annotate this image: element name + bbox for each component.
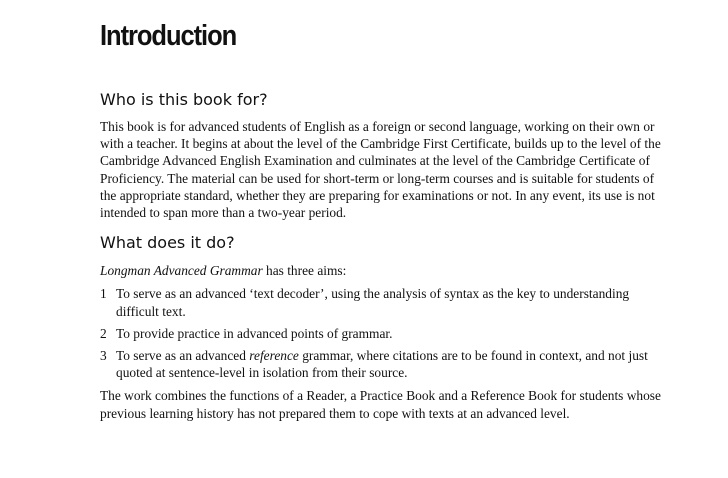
aim-number: 2 [100,325,107,341]
aim-text-rest: grammar, where citations are to be found in context, and not just quoted at sentence-level in isolation from their source. [116,348,648,381]
aim-number: 1 [100,286,107,302]
aim-item [100,285,670,319]
section-heading-what: What does it do? [100,233,235,253]
aim-item [100,325,670,342]
aim-text: To serve as an advanced [116,348,250,364]
aims-list [100,285,670,381]
paragraph-combines: The work combines the functions of a Reader, a Practice Book and a Reference Book for students whose previous learning history has not prepared them to cope with texts at an advanced level. [100,388,661,421]
paragraph-audience: This book is for advanced students of English as a foreign or second language, working on their own or with a teacher. It begins at about the level of the Cambridge First Certificate, builds up to the level of the Cambridge Advanced English Examination and culminates at the level of the Cambridge Certificate of Proficiency. The material can be used for short-term or long-term courses and is suitable for students of the appropriate standard, whether they are preparing for examinations or not. In any event, its use is not intended to span more than a two-year period. [100,119,661,221]
aim-emphasis: reference [249,348,299,364]
aim-text: To serve as an advanced ‘text decoder’, using the analysis of syntax as the key to understanding difficult text. [116,286,630,319]
book-title: Longman Advanced Grammar [100,263,263,279]
aim-number: 3 [100,348,107,364]
page-title: Introduction [100,20,237,52]
paragraph-aims-intro [100,262,670,279]
document-page [100,18,670,422]
aim-text: To provide practice in advanced points of grammar. [116,325,393,341]
section-heading-who: Who is this book for? [100,90,268,109]
aims-intro-text: has three aims: [262,263,347,279]
aim-item [100,347,670,381]
